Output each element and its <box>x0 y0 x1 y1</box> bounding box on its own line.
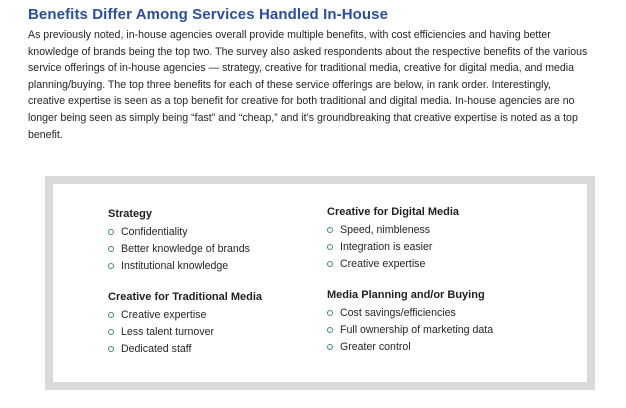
list-item <box>327 322 493 339</box>
list-item-label: Institutional knowledge <box>121 259 229 272</box>
list-item <box>327 239 459 256</box>
list-item <box>108 307 262 324</box>
list-item-label: Creative expertise <box>340 257 426 270</box>
circle-bullet-icon <box>327 261 333 267</box>
circle-bullet-icon <box>108 246 114 252</box>
benefit-list <box>327 222 459 272</box>
group-creative-digital <box>327 205 459 272</box>
list-item-label: Cost savings/efficiencies <box>340 307 456 319</box>
list-item-label: Integration is easier <box>340 240 433 253</box>
group-heading: Media Planning and/or Buying <box>327 289 485 301</box>
group-heading: Creative for Traditional Media <box>108 291 263 303</box>
list-item-label: Less talent turnover <box>121 325 215 338</box>
list-item-label: Confidentiality <box>121 226 188 238</box>
group-strategy <box>108 207 250 274</box>
circle-bullet-icon <box>327 344 333 350</box>
list-item-label: Better knowledge of brands <box>121 242 250 255</box>
list-item <box>108 324 262 341</box>
benefit-list <box>108 224 250 274</box>
list-item-label: Dedicated staff <box>121 342 192 355</box>
list-item-label: Creative expertise <box>121 309 207 321</box>
group-creative-traditional <box>108 290 262 357</box>
circle-bullet-icon <box>327 227 333 233</box>
list-item-label: Greater control <box>340 340 411 353</box>
list-item <box>108 341 262 358</box>
circle-bullet-icon <box>327 327 333 333</box>
benefit-list <box>108 307 262 357</box>
circle-bullet-icon <box>108 329 114 335</box>
group-heading: Strategy <box>108 208 153 220</box>
circle-bullet-icon <box>108 263 114 269</box>
circle-bullet-icon <box>108 346 114 352</box>
list-item <box>327 256 459 273</box>
circle-bullet-icon <box>108 229 114 235</box>
list-item-label: Full ownership of marketing data <box>340 323 494 336</box>
list-item <box>327 305 493 322</box>
group-media-planning <box>327 288 493 355</box>
intro-paragraph: As previously noted, in-house agencies overall provide multiple benefits, with cost efficiencies and having better knowledge of brands being the top two. The survey also asked respondents about the respective benefits of the various service offerings of in-house agencies — strategy, creative for traditional media, creative for digital media, and media planning/buying. The top three benefits for each of these service offerings are below, in rank order. Interestingly, creative expertise is seen as a top benefit for creative for both traditional and digital media. In-house agencies are no longer being seen as simply being “fast” and “cheap,” and it’s groundbreaking that creative expertise is noted as a top benefit. <box>28 29 588 141</box>
list-item <box>327 339 493 356</box>
circle-bullet-icon <box>108 312 114 318</box>
list-item-label: Speed, nimbleness <box>340 224 431 236</box>
list-item <box>108 241 250 258</box>
list-item <box>327 222 459 239</box>
circle-bullet-icon <box>327 244 333 250</box>
group-heading: Creative for Digital Media <box>327 206 460 218</box>
list-item <box>108 258 250 275</box>
list-item <box>108 224 250 241</box>
benefits-panel <box>45 176 595 390</box>
circle-bullet-icon <box>327 310 333 316</box>
benefit-list <box>327 305 493 355</box>
section-title: Benefits Differ Among Services Handled In-House <box>28 6 389 23</box>
